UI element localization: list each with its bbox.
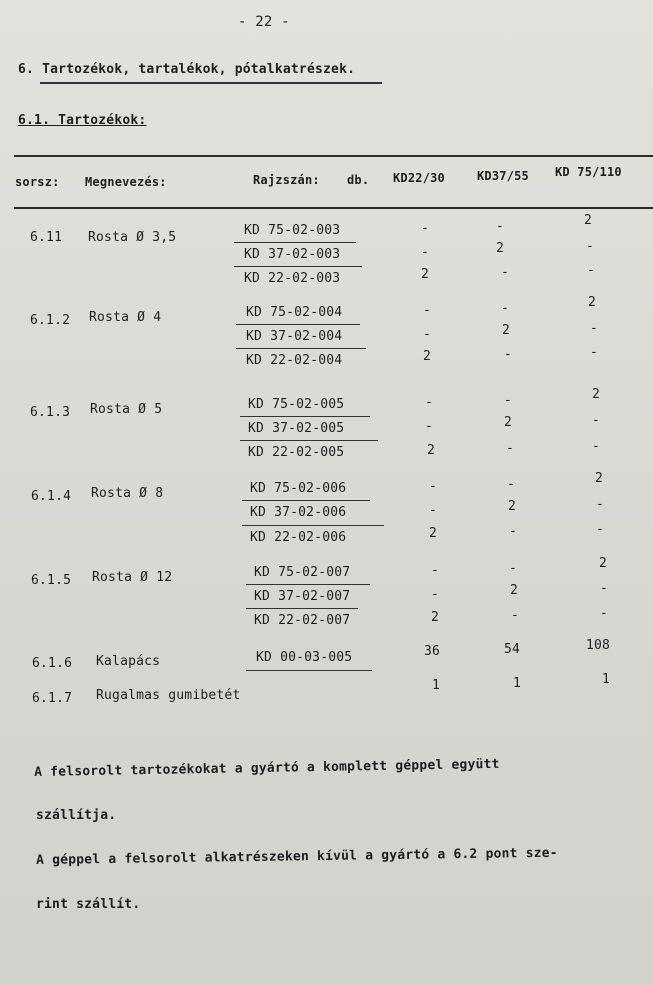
qty-kd75: - xyxy=(591,439,601,454)
qty-kd22: 2 xyxy=(428,526,438,541)
item-number: 6.1.4 xyxy=(31,489,72,504)
header-kd22-30: KD22/30 xyxy=(393,171,445,185)
drawing-number: KD 75-02-006 xyxy=(250,481,347,496)
drawing-number: KD 00-03-005 xyxy=(256,650,353,665)
qty-kd75: - xyxy=(589,321,599,336)
qty-kd75: 1 xyxy=(601,672,611,687)
qty-kd75: 2 xyxy=(583,213,593,228)
drawing-number: KD 22-02-003 xyxy=(244,271,341,286)
drawing-number: KD 75-02-003 xyxy=(244,223,341,238)
drawing-number: KD 37-02-003 xyxy=(244,247,341,262)
qty-kd22: 2 xyxy=(420,267,430,282)
subsection-title: 6.1. Tartozékok: xyxy=(18,113,147,128)
item-name: Kalapács xyxy=(96,654,161,669)
qty-kd75: 2 xyxy=(598,556,608,571)
code-underline xyxy=(242,525,384,526)
qty-kd37: 1 xyxy=(512,676,522,691)
drawing-number: KD 22-02-004 xyxy=(246,353,343,368)
header-megnevezes: Megnevezés: xyxy=(85,175,167,189)
section-title-underline xyxy=(40,82,382,84)
qty-kd22: - xyxy=(422,303,432,318)
code-underline xyxy=(234,266,362,267)
table-header-top-rule xyxy=(14,155,653,157)
qty-kd37: - xyxy=(500,265,510,280)
drawing-number: KD 22-02-007 xyxy=(254,613,351,628)
qty-kd22: - xyxy=(424,419,434,434)
qty-kd22: 2 xyxy=(426,443,436,458)
item-name: Rosta Ø 8 xyxy=(91,486,164,501)
qty-kd22: - xyxy=(430,563,440,578)
drawing-number: KD 37-02-007 xyxy=(254,589,351,604)
item-number: 6.1.7 xyxy=(32,691,73,706)
code-underline xyxy=(236,348,366,349)
item-number: 6.1.6 xyxy=(32,656,73,671)
qty-kd75: 2 xyxy=(587,295,597,310)
page-number: - 22 - xyxy=(238,14,290,30)
code-underline xyxy=(246,584,370,585)
drawing-number: KD 22-02-006 xyxy=(250,530,347,545)
qty-kd37: 2 xyxy=(509,583,519,598)
qty-kd37: 54 xyxy=(503,642,521,657)
code-underline xyxy=(240,440,378,441)
code-underline xyxy=(240,416,370,417)
qty-kd22: - xyxy=(420,245,430,260)
section-title: 6. Tartozékok, tartalékok, pótalkatrészek. xyxy=(18,62,356,77)
qty-kd22: - xyxy=(428,479,438,494)
drawing-number: KD 75-02-004 xyxy=(246,305,343,320)
qty-kd22: - xyxy=(420,221,430,236)
qty-kd37: - xyxy=(503,393,513,408)
table-header-bottom-rule xyxy=(14,207,653,209)
qty-kd37: 2 xyxy=(495,241,505,256)
qty-kd75: - xyxy=(586,263,596,278)
qty-kd75: 2 xyxy=(591,387,601,402)
paragraph-line: rint szállít. xyxy=(36,897,141,912)
item-name: Rosta Ø 4 xyxy=(89,310,162,325)
item-number: 6.1.2 xyxy=(30,313,71,328)
drawing-number: KD 75-02-005 xyxy=(248,397,345,412)
code-underline xyxy=(242,500,370,501)
qty-kd37: - xyxy=(508,524,518,539)
qty-kd37: - xyxy=(500,301,510,316)
qty-kd75: - xyxy=(589,345,599,360)
item-number: 6.1.3 xyxy=(30,405,71,420)
qty-kd37: 2 xyxy=(503,415,513,430)
qty-kd37: - xyxy=(506,477,516,492)
qty-kd22: - xyxy=(424,395,434,410)
drawing-number: KD 22-02-005 xyxy=(248,445,345,460)
qty-kd22: 2 xyxy=(430,610,440,625)
qty-kd22: - xyxy=(430,587,440,602)
qty-kd22: 2 xyxy=(422,349,432,364)
item-name: Rosta Ø 3,5 xyxy=(88,230,177,245)
header-sorsz: sorsz: xyxy=(15,175,60,189)
qty-kd37: - xyxy=(503,347,513,362)
drawing-number: KD 37-02-006 xyxy=(250,505,347,520)
paragraph-line: szállítja. xyxy=(36,808,117,823)
qty-kd37: 2 xyxy=(501,323,511,338)
drawing-number: KD 75-02-007 xyxy=(254,565,351,580)
code-underline xyxy=(246,608,358,609)
qty-kd75: 2 xyxy=(594,471,604,486)
qty-kd75: - xyxy=(599,606,609,621)
qty-kd22: - xyxy=(428,503,438,518)
qty-kd37: - xyxy=(508,561,518,576)
header-kd75-110: KD 75/110 xyxy=(555,165,622,179)
qty-kd75: - xyxy=(595,497,605,512)
qty-kd75: - xyxy=(591,413,601,428)
code-underline xyxy=(236,324,360,325)
item-name: Rugalmas gumibetét xyxy=(96,688,241,703)
qty-kd22: 36 xyxy=(423,644,441,659)
drawing-number: KD 37-02-004 xyxy=(246,329,343,344)
item-number: 6.11 xyxy=(30,230,63,245)
paragraph-line: A géppel a felsorolt alkatrészeken kívül a gyártó a 6.2 pont sze- xyxy=(36,845,558,868)
header-rajzszam: Rajzszán: xyxy=(253,173,320,187)
qty-kd75: 108 xyxy=(585,638,611,653)
header-kd37-55: KD37/55 xyxy=(477,169,529,183)
qty-kd75: - xyxy=(595,522,605,537)
code-underline xyxy=(246,670,372,671)
drawing-number: KD 37-02-005 xyxy=(248,421,345,436)
qty-kd22: 1 xyxy=(431,678,441,693)
code-underline xyxy=(234,242,356,243)
qty-kd37: - xyxy=(510,608,520,623)
item-name: Rosta Ø 12 xyxy=(92,570,173,585)
item-name: Rosta Ø 5 xyxy=(90,402,163,417)
qty-kd75: - xyxy=(585,239,595,254)
qty-kd22: - xyxy=(422,327,432,342)
qty-kd75: - xyxy=(599,581,609,596)
header-db: db. xyxy=(347,173,370,187)
paragraph-line: A felsorolt tartozékokat a gyártó a komplett géppel együtt xyxy=(34,756,500,780)
qty-kd37: - xyxy=(495,219,505,234)
qty-kd37: 2 xyxy=(507,499,517,514)
item-number: 6.1.5 xyxy=(31,573,72,588)
qty-kd37: - xyxy=(505,441,515,456)
